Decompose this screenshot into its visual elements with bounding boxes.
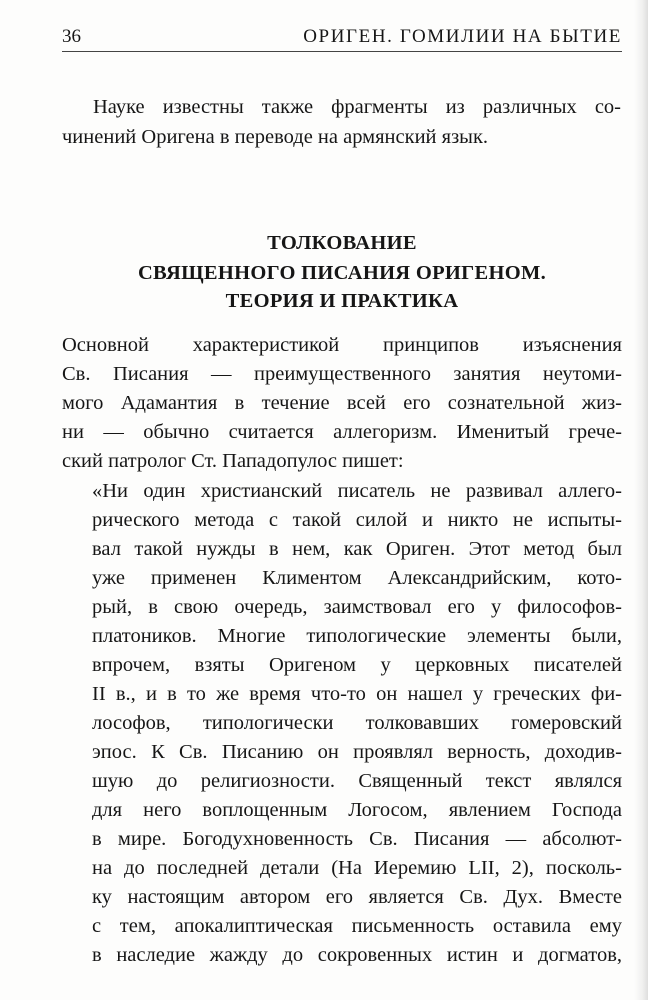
intro-line: Науке известны также фрагменты из различных со-: [93, 96, 621, 118]
quote-line: шую до религиозности. Священный текст являлся: [92, 770, 622, 792]
header-rule: [62, 51, 622, 52]
section-heading-line: ТОЛКОВАНИЕ: [267, 232, 417, 254]
quote-line: лософов, типологически толковавших гомеровский: [92, 712, 622, 734]
paragraph-line: мого Адамантия в течение всей его сознательной жиз-: [62, 392, 622, 414]
paragraph-line: ский патролог Ст. Пападопулос пишет:: [62, 450, 404, 472]
quote-line: уже применен Климентом Александрийским, кото-: [92, 567, 622, 589]
quote-line: впрочем, взяты Оригеном у церковных писателей: [92, 654, 622, 676]
quote-line: платоников. Многие типологические элементы были,: [92, 625, 622, 647]
paragraph-line: ни — обычно считается аллегоризм. Именитый грече-: [62, 421, 622, 443]
quote-line: рического метода с такой силой и никто не испыты-: [92, 509, 622, 531]
running-head: [62, 24, 622, 50]
quote-line: эпос. К Св. Писанию он проявлял верность, доходив-: [92, 741, 622, 763]
quote-line: рый, в свою очередь, заимствовал его у философов-: [92, 596, 622, 618]
page-number: 36: [62, 26, 81, 47]
quote-line: для него воплощенным Логосом, явлением Господа: [92, 799, 622, 821]
quote-line: в мире. Богодухновенность Св. Писания — абсолют-: [92, 828, 622, 850]
running-title: ОРИГЕН. ГОМИЛИИ НА БЫТИЕ: [303, 26, 622, 47]
page-edge-shadow: [634, 0, 648, 1000]
section-heading-line: ТЕОРИЯ И ПРАКТИКА: [225, 290, 459, 312]
quote-line: на до последней детали (На Иеремию LII, 2), посколь-: [92, 857, 622, 879]
quote-line: с тем, апокалиптическая письменность оставила ему: [92, 915, 622, 937]
quote-line: вал такой нужды в нем, как Ориген. Этот метод был: [92, 538, 622, 560]
intro-line: чинений Оригена в переводе на армянский язык.: [62, 126, 489, 148]
quote-line: «Ни один христианский писатель не развивал аллего-: [92, 480, 622, 502]
quote-line: II в., и в то же время что-то он нашел у греческих фи-: [92, 683, 622, 705]
quote-line: в наследие жажду до сокровенных истин и догматов,: [92, 944, 622, 966]
quote-line: ку настоящим автором его является Св. Дух. Вместе: [92, 886, 622, 908]
paragraph-line: Основной характеристикой принципов изъяснения: [62, 334, 622, 356]
section-heading-line: СВЯЩЕННОГО ПИСАНИЯ ОРИГЕНОМ.: [137, 262, 547, 284]
paragraph-line: Св. Писания — преимущественного занятия неутоми-: [62, 363, 622, 385]
